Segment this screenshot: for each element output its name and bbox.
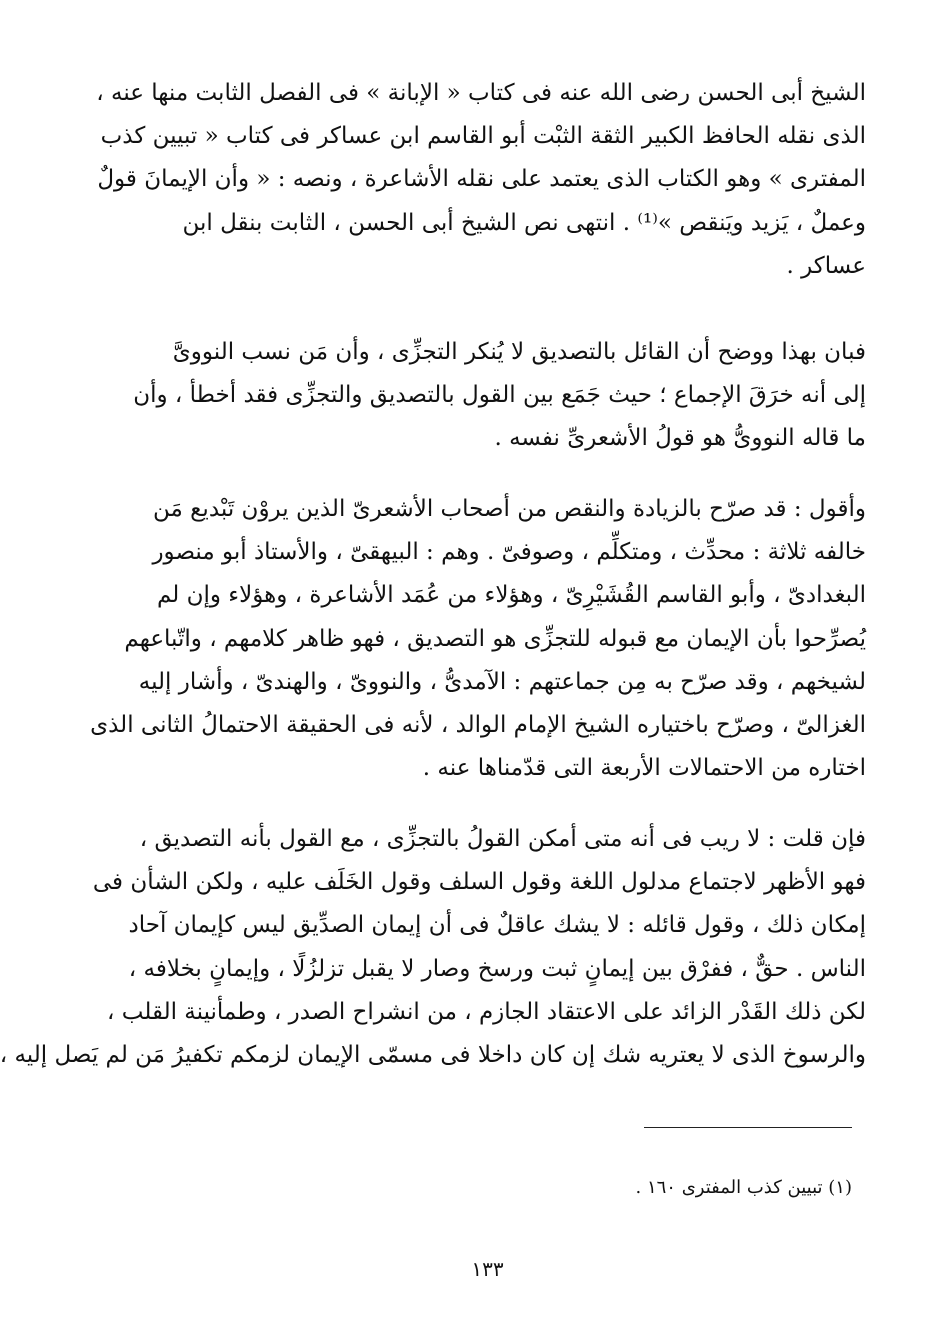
paragraph-4 — [0, 818, 866, 1077]
paragraph-2 — [121, 331, 866, 461]
text-line: فإن قلت : لا ريب فى أنه متى أمكن القولُ بالتجزِّى ، مع القول بأنه التصديق ، — [139, 826, 866, 852]
paragraph-3 — [90, 488, 866, 790]
page-number: ١٣٣ — [471, 1257, 504, 1281]
text-line: وأقول : قد صرّح بالزيادة والنقص من أصحاب الأشعرىّ الذين يروْن تَبْديع مَن — [153, 496, 866, 522]
text-line: وعملٌ ، يَزيد ويَنقص »⁽¹⁾ . انتهى نص الشيخ أبى الحسن ، الثابت بنقل ابن — [182, 209, 866, 236]
text-line: اختاره من الاحتمالات الأربعة التى قدّمناها عنه . — [422, 755, 866, 782]
text-line: المفترى » وهو الكتاب الذى يعتمد على نقله الأشاعرة ، ونصه : « وأن الإيمانَ قولٌ — [97, 166, 866, 193]
text-line: إلى أنه خرَقَ الإجماع ؛ حيث جَمَع بين القول بالتصديق والتجزِّى فقد أخطأ ، وأن — [133, 382, 866, 409]
text-line: الذى نقله الحافظ الكبير الثقة الثبْت أبو القاسم ابن عساكر فى كتاب « تبيين كذب — [100, 123, 866, 150]
text-line: إمكان ذلك ، وقول قائله : لا يشك عاقلٌ فى أن إيمان الصدِّيق ليس كإيمان آحاد — [128, 912, 866, 939]
text-line: ما قاله النووىُّ هو قولُ الأشعرىِّ نفسه . — [494, 425, 866, 452]
text-line: فهو الأظهر لاجتماع مدلول اللغة وقول السلف وقول الخَلَف عليه ، ولكن الشأن فى — [92, 869, 866, 896]
paragraph-1 — [96, 72, 866, 288]
text-line: والرسوخ الذى لا يعتريه شك إن كان داخلا فى مسمّى الإيمان لزمكم تكفيرُ مَن لم يَصل إليه ، — [0, 1042, 866, 1069]
footnote-divider — [644, 1127, 852, 1128]
text-line: لشيخهم ، وقد صرّح به مِن جماعتهم : الآمدىُّ ، والنووىّ ، والهندىّ ، وأشار إليه — [138, 668, 866, 695]
footnote: (١) تبيين كذب المفترى ١٦٠ . — [635, 1177, 852, 1198]
text-line: الناس . حقٌّ ، ففرْق بين إيمانٍ ثبت ورسخ وصار لا يقبل تزلزُلًا ، وإيمانٍ بخلافه ، — [128, 955, 866, 982]
text-line: يُصرِّحوا بأن الإيمان مع قبوله للتجزِّى هو التصديق ، فهو ظاهر كلامهم ، واتّباعهم — [124, 625, 866, 652]
text-line: لكن ذلك القَدْر الزائد على الاعتقاد الجازم ، من انشراح الصدر ، وطمأنينة القلب ، — [107, 998, 866, 1025]
text-line: عساكر . — [786, 252, 866, 279]
text-line: الشيخ أبى الحسن رضى الله عنه فى كتاب « الإبانة » فى الفصل الثابت منها عنه ، — [96, 80, 866, 106]
text-line: الغزالىّ ، وصرّح باختياره الشيخ الإمام الوالد ، لأنه فى الحقيقة الاحتمالُ الثانى الذى — [90, 712, 866, 739]
text-line: فبان بهذا ووضح أن القائل بالتصديق لا يُنكر التجزِّى ، وأن مَن نسب النووىَّ — [172, 339, 866, 365]
text-line: البغدادىّ ، وأبو القاسم القُشَيْرِىّ ، وهؤلاء من عُمَد الأشاعرة ، وهؤلاء وإن لم — [156, 582, 866, 609]
text-line: خالفه ثلاثة : محدِّث ، ومتكلِّم ، وصوفىّ . وهم : البيهقىّ ، والأستاذ أبو منصور — [152, 539, 866, 566]
